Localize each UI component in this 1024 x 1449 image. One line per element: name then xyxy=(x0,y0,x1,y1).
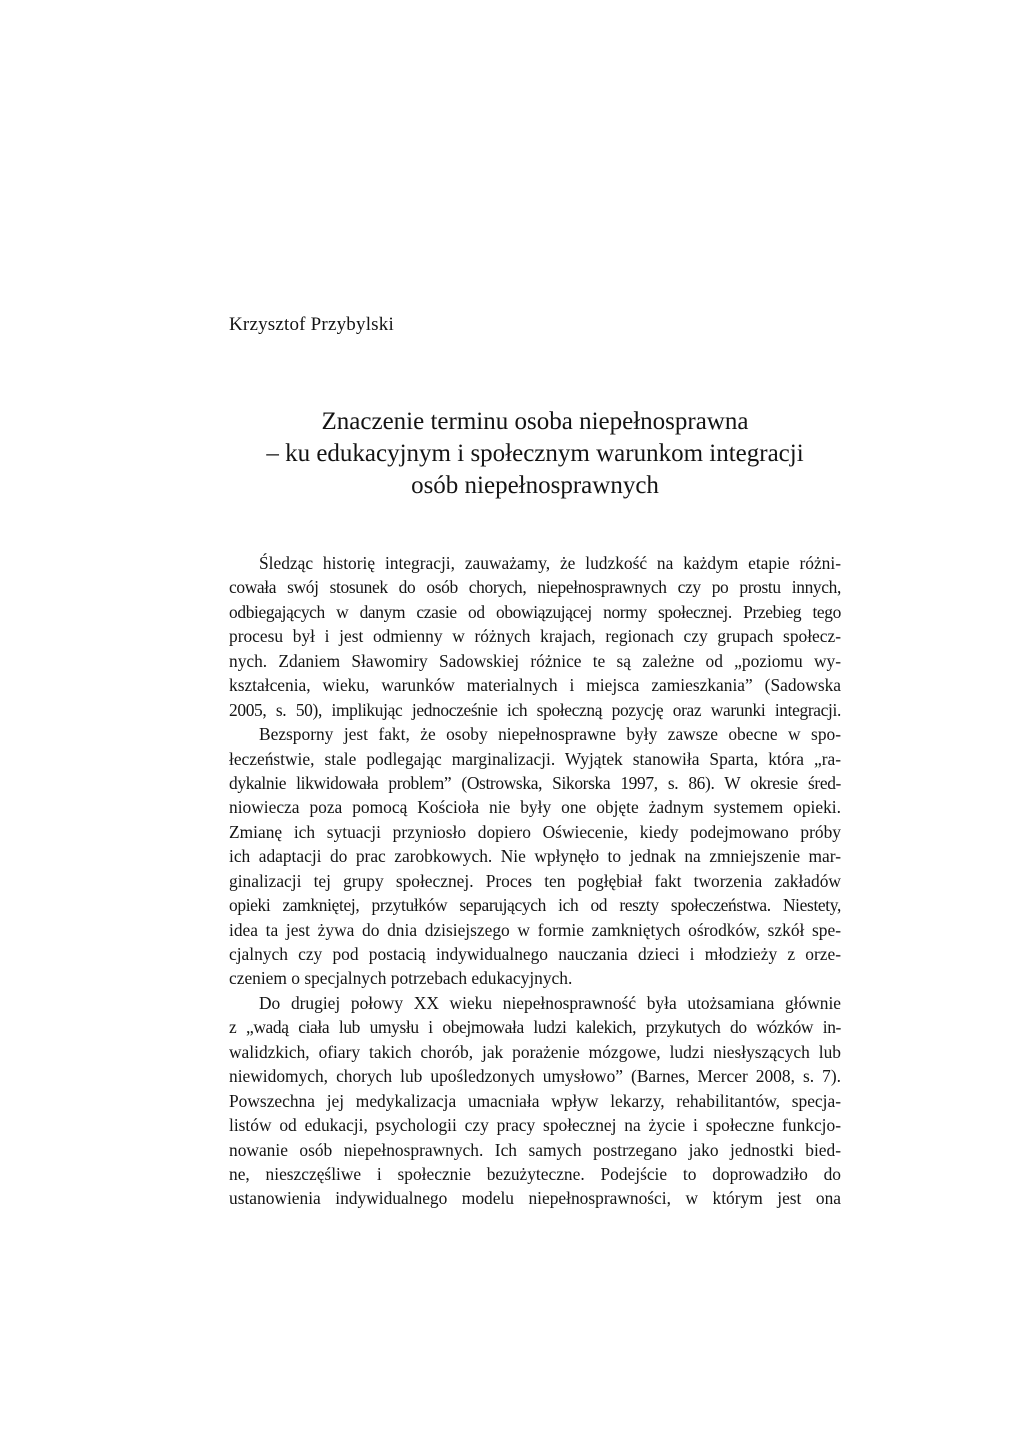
text-line: Bezsporny jest fakt, że osoby niepełnosprawne były zawsze obecne w spo- xyxy=(259,724,841,745)
article-title xyxy=(229,406,841,502)
text-line: nych. Zdaniem Sławomiry Sadowskiej różnice te są zależne od „poziomu wy- xyxy=(229,650,841,671)
text-line: niowiecza poza pomocą Kościoła nie były one objęte żadnym systemem opieki. xyxy=(229,797,841,818)
text-line: walidzkich, ofiary takich chorób, jak porażenie mózgowe, ludzi niesłyszących lub xyxy=(229,1041,841,1062)
text-line: Zmianę ich sytuacji przyniosło dopiero Oświecenie, kiedy podejmowano próby xyxy=(229,821,841,842)
text-line: nowanie osób niepełnosprawnych. Ich samych postrzegano jako jednostki bied- xyxy=(229,1139,841,1160)
text-line: czeniem o specjalnych potrzebach edukacyjnych. xyxy=(229,968,573,989)
text-line: 2005, s. 50), implikując jednocześnie ich społeczną pozycję oraz warunki integracji. xyxy=(229,699,841,720)
paragraph xyxy=(229,722,841,991)
text-line: ustanowienia indywidualnego modelu niepełnosprawności, w którym jest ona xyxy=(229,1188,841,1209)
text-line: cowała swój stosunek do osób chorych, niepełnosprawnych czy po prostu innych, xyxy=(229,577,841,598)
text-line: niewidomych, chorych lub upośledzonych umysłowo” (Barnes, Mercer 2008, s. 7). xyxy=(229,1066,841,1087)
text-line: cjalnych czy pod postacią indywidualnego nauczania dzieci i młodzieży z orze- xyxy=(229,944,841,964)
paragraph xyxy=(229,991,841,1211)
text-line: dykalnie likwidowała problem” (Ostrowska, Sikorska 1997, s. 86). W okresie śred- xyxy=(229,772,841,793)
author-name: Krzysztof Przybylski xyxy=(229,314,394,335)
title-line: – ku edukacyjnym i społecznym warunkom integracji xyxy=(266,440,804,467)
article-body xyxy=(229,551,841,1211)
text-line: odbiegających w danym czasie od obowiązującej normy społecznej. Przebieg tego xyxy=(229,601,841,622)
text-line: Powszechna jej medykalizacja umacniała wpływ lekarzy, rehabilitantów, specja- xyxy=(229,1090,841,1111)
paragraph xyxy=(229,551,841,722)
text-line: opieki zamkniętej, przytułków separujących ich od reszty społeczeństwa. Niestety, xyxy=(229,895,841,916)
title-line: Znaczenie terminu osoba niepełnosprawna xyxy=(321,408,749,435)
text-line: ginalizacji tej grupy społecznej. Proces ten pogłębiał fakt tworzenia zakładów xyxy=(229,870,841,891)
text-line: Śledząc historię integracji, zauważamy, że ludzkość na każdym etapie różni- xyxy=(259,553,841,573)
text-line: listów od edukacji, psychologii czy pracy społecznej na życie i społeczne funkcjo- xyxy=(229,1115,841,1136)
title-line: osób niepełnosprawnych xyxy=(411,472,659,499)
text-line: z „wadą ciała lub umysłu i obejmowała ludzi kalekich, przykutych do wózków in- xyxy=(229,1017,841,1038)
text-line: ne, nieszczęśliwe i społecznie bezużyteczne. Podejście to doprowadziło do xyxy=(229,1163,841,1184)
text-line: procesu był i jest odmienny w różnych krajach, regionach czy grupach społecz- xyxy=(229,626,841,647)
text-line: Do drugiej połowy XX wieku niepełnosprawność była utożsamiana głównie xyxy=(259,992,841,1013)
text-line: ich adaptacji do prac zarobkowych. Nie wpłynęło to jednak na zmniejszenie mar- xyxy=(229,846,841,867)
text-line: łeczeństwie, stale podlegając marginalizacji. Wyjątek stanowiła Sparta, która „ra- xyxy=(229,748,841,769)
text-line: idea ta jest żywa do dnia dzisiejszego w formie zamkniętych ośrodków, szkół spe- xyxy=(229,919,841,940)
text-line: kształcenia, wieku, warunków materialnych i miejsca zamieszkania” (Sadowska xyxy=(229,675,841,696)
